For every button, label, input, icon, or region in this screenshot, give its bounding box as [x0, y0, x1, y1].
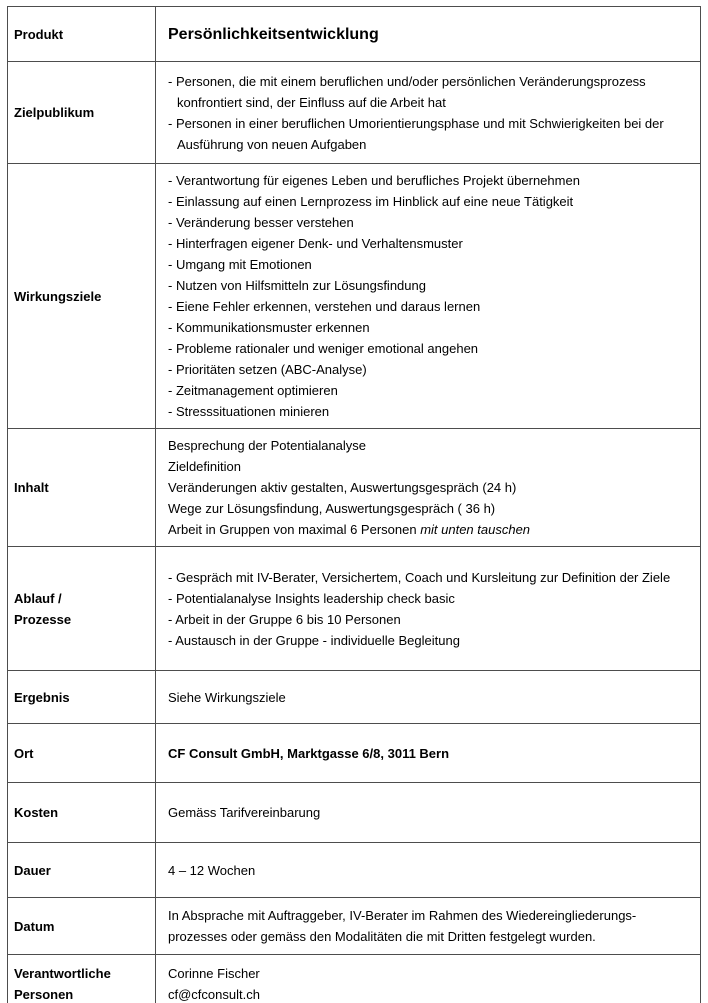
value-line: - Potentialanalyse Insights leadership check basic: [168, 590, 455, 606]
value-line: Siehe Wirkungsziele: [168, 689, 286, 705]
row-label-datum: [8, 898, 156, 955]
value-line: cf@cfconsult.ch: [168, 987, 260, 1002]
value-line: - Zeitmanagement optimieren: [168, 383, 338, 398]
value-line: - Gespräch mit IV-Berater, Versichertem, Coach und Kursleitung zur Definition der Ziele: [168, 569, 671, 585]
row-label-line: Ergebnis: [14, 689, 70, 705]
value-line: prozesses oder gemäss den Modalitäten die mit Dritten festgelegt wurden.: [168, 929, 596, 944]
value-line: - Personen in einer beruflichen Umorientierungsphase und mit Schwierigkeiten bei der Ausführung von neuen Aufgaben: [168, 115, 664, 152]
value-line: - Probleme rationaler und weniger emotional angehen: [168, 341, 479, 356]
row-label-line: Wirkungsziele: [14, 288, 102, 304]
row-value-verantwortliche-personen: [156, 955, 701, 1003]
row-label-wirkungsziele: [8, 164, 156, 429]
row-label-line: Datum: [14, 918, 55, 934]
value-line: Besprechung der Potentialanalyse: [168, 438, 367, 453]
row-label-line: Zielpublikum: [14, 105, 95, 120]
value-line: - Austausch in der Gruppe - individuelle Begleitung: [168, 632, 460, 648]
row-label-line: Prozesse: [14, 611, 72, 627]
value-line: Persönlichkeitsentwicklung: [168, 25, 379, 43]
row-label-zielpublikum: [8, 62, 156, 164]
value-line: - Eiene Fehler erkennen, verstehen und daraus lernen: [168, 299, 481, 314]
row-label-line: Inhalt: [14, 480, 49, 495]
table-row: [8, 164, 701, 429]
row-value-produkt: [156, 7, 701, 62]
row-label-line: Kosten: [14, 805, 59, 820]
row-value-ablauf-prozesse: [156, 547, 701, 671]
value-line: - Veränderung besser verstehen: [168, 215, 354, 230]
row-value-ort: [156, 724, 701, 783]
row-label-verantwortliche-personen: [8, 955, 156, 1003]
table-row: [8, 7, 701, 62]
value-line: - Nutzen von Hilfsmitteln zur Lösungsfindung: [168, 278, 426, 293]
table-row: [8, 955, 701, 1003]
value-line: - Umgang mit Emotionen: [168, 257, 312, 272]
table-row: [8, 671, 701, 724]
row-label-produkt: [8, 7, 156, 62]
value-line: - Stresssituationen minieren: [168, 404, 330, 419]
row-label-line: Personen: [14, 987, 74, 1002]
table-row: [8, 724, 701, 783]
row-value-wirkungsziele: [156, 164, 701, 429]
value-line: - Hinterfragen eigener Denk- und Verhaltensmuster: [168, 236, 463, 251]
table-row: [8, 898, 701, 955]
value-line: Arbeit in Gruppen von maximal 6 Personen mit unten tauschen: [168, 522, 531, 537]
italic-note: mit unten tauschen: [420, 522, 531, 537]
value-line: - Arbeit in der Gruppe 6 bis 10 Personen: [168, 611, 401, 627]
table-row: [8, 429, 701, 547]
row-value-datum: [156, 898, 701, 955]
value-line: In Absprache mit Auftraggeber, IV-Berater im Rahmen des Wiedereingliederungs-: [168, 908, 637, 923]
value-line: - Verantwortung für eigenes Leben und berufliches Projekt übernehmen: [168, 173, 580, 188]
row-value-kosten: [156, 783, 701, 843]
row-label-line: Ort: [14, 745, 34, 761]
row-label-ablauf-prozesse: [8, 547, 156, 671]
row-value-inhalt: [156, 429, 701, 547]
row-value-dauer: [156, 843, 701, 898]
row-label-line: Produkt: [14, 26, 64, 42]
value-line: CF Consult GmbH, Marktgasse 6/8, 3011 Bern: [168, 745, 450, 761]
value-line: Veränderungen aktiv gestalten, Auswertungsgespräch (24 h): [168, 480, 517, 495]
value-line: - Prioritäten setzen (ABC-Analyse): [168, 362, 367, 377]
row-label-ort: [8, 724, 156, 783]
value-line: - Einlassung auf einen Lernprozess im Hinblick auf eine neue Tätigkeit: [168, 194, 574, 209]
table-row: [8, 783, 701, 843]
table-row: [8, 843, 701, 898]
row-label-line: Dauer: [14, 862, 51, 878]
value-line: Wege zur Lösungsfindung, Auswertungsgespräch ( 36 h): [168, 501, 496, 516]
product-table: [7, 6, 701, 1003]
row-label-inhalt: [8, 429, 156, 547]
row-value-ergebnis: [156, 671, 701, 724]
table-row: [8, 62, 701, 164]
value-line: - Personen, die mit einem beruflichen und/oder persönlichen Veränderungsprozess konfrontiert sind, der Einfluss auf die Arbeit hat: [168, 73, 646, 110]
row-label-line: Verantwortliche: [14, 966, 111, 981]
row-label-line: Ablauf /: [14, 590, 62, 606]
value-line: 4 – 12 Wochen: [168, 862, 256, 878]
product-table-body: [8, 7, 701, 1003]
row-label-dauer: [8, 843, 156, 898]
value-line: Zieldefinition: [168, 459, 241, 474]
value-line: - Kommunikationsmuster erkennen: [168, 320, 370, 335]
row-label-kosten: [8, 783, 156, 843]
row-value-zielpublikum: [156, 62, 701, 164]
value-line: Gemäss Tarifvereinbarung: [168, 805, 321, 820]
row-label-ergebnis: [8, 671, 156, 724]
value-line: Corinne Fischer: [168, 966, 260, 981]
table-row: [8, 547, 701, 671]
